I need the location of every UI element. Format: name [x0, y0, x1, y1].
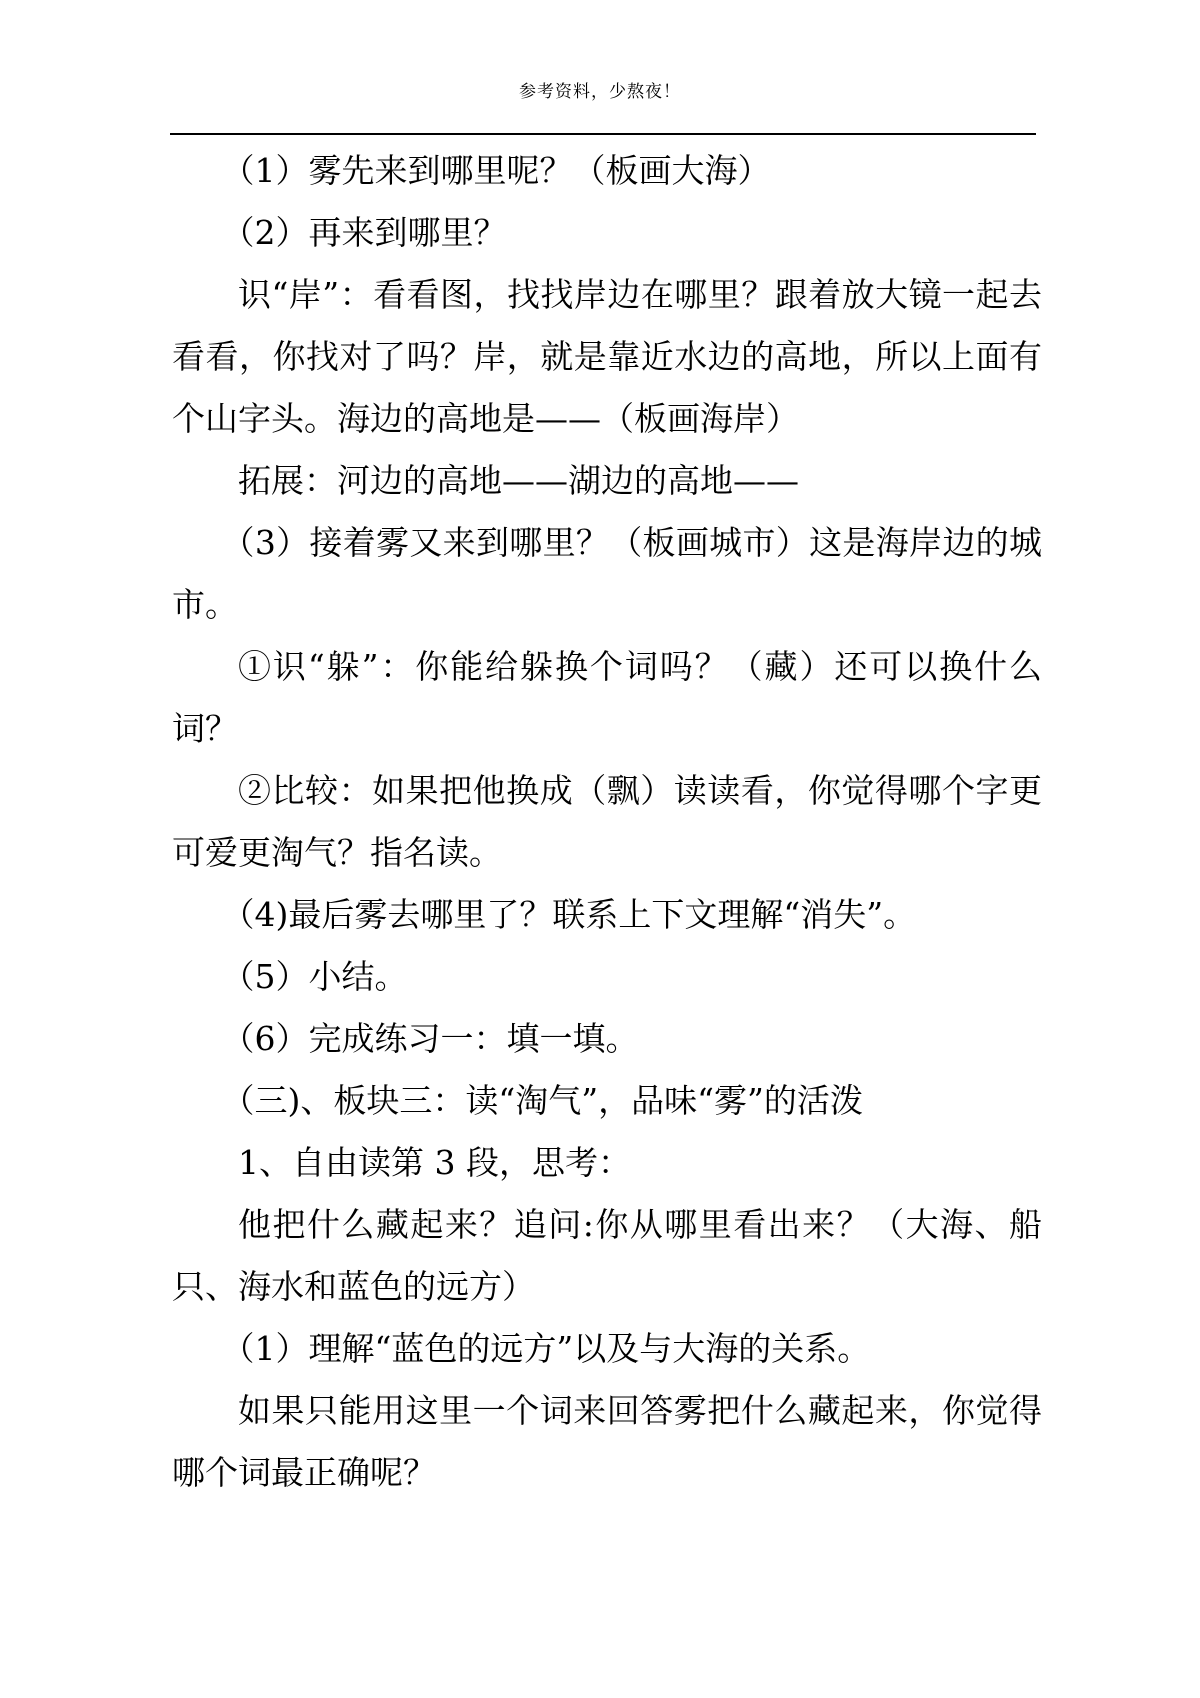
page-header-note: 参考资料，少熬夜！ [519, 82, 681, 102]
paragraph: 如果只能用这里一个词来回答雾把什么藏起来，你觉得哪个词最正确呢？ [172, 1391, 1042, 1492]
paragraph: （6）完成练习一：填一填。 [221, 1019, 639, 1058]
header-divider [170, 133, 1036, 135]
paragraph: （5）小结。 [221, 957, 408, 996]
paragraph: （1）雾先来到哪里呢？（板画大海） [221, 151, 771, 190]
document-body [172, 140, 1042, 1504]
paragraph: （3）接着雾又来到哪里？（板画城市）这是海岸边的城市。 [172, 523, 1042, 624]
paragraph: 他把什么藏起来？追问:你从哪里看出来？（大海、船只、海水和蓝色的远方） [172, 1205, 1042, 1306]
paragraph: ②比较：如果把他换成（飘）读读看，你觉得哪个字更可爱更淘气？指名读。 [172, 771, 1042, 872]
paragraph: ①识“躲”：你能给躲换个词吗？（藏）还可以换什么词？ [172, 647, 1042, 748]
paragraph: 1、自由读第 3 段，思考： [238, 1143, 631, 1182]
paragraph: （4)最后雾去哪里了？联系上下文理解“消失”。 [221, 895, 917, 934]
paragraph: （1）理解“蓝色的远方”以及与大海的关系。 [221, 1329, 871, 1368]
paragraph: 识“岸”：看看图，找找岸边在哪里？跟着放大镜一起去看看，你找对了吗？岸，就是靠近水边的高地，所以上面有个山字头。海边的高地是——（板画海岸） [172, 275, 1042, 438]
paragraph: （三)、板块三：读“淘气”，品味“雾”的活泼 [221, 1081, 863, 1120]
paragraph: （2）再来到哪里？ [221, 213, 507, 252]
paragraph: 拓展：河边的高地——湖边的高地—— [238, 461, 799, 500]
